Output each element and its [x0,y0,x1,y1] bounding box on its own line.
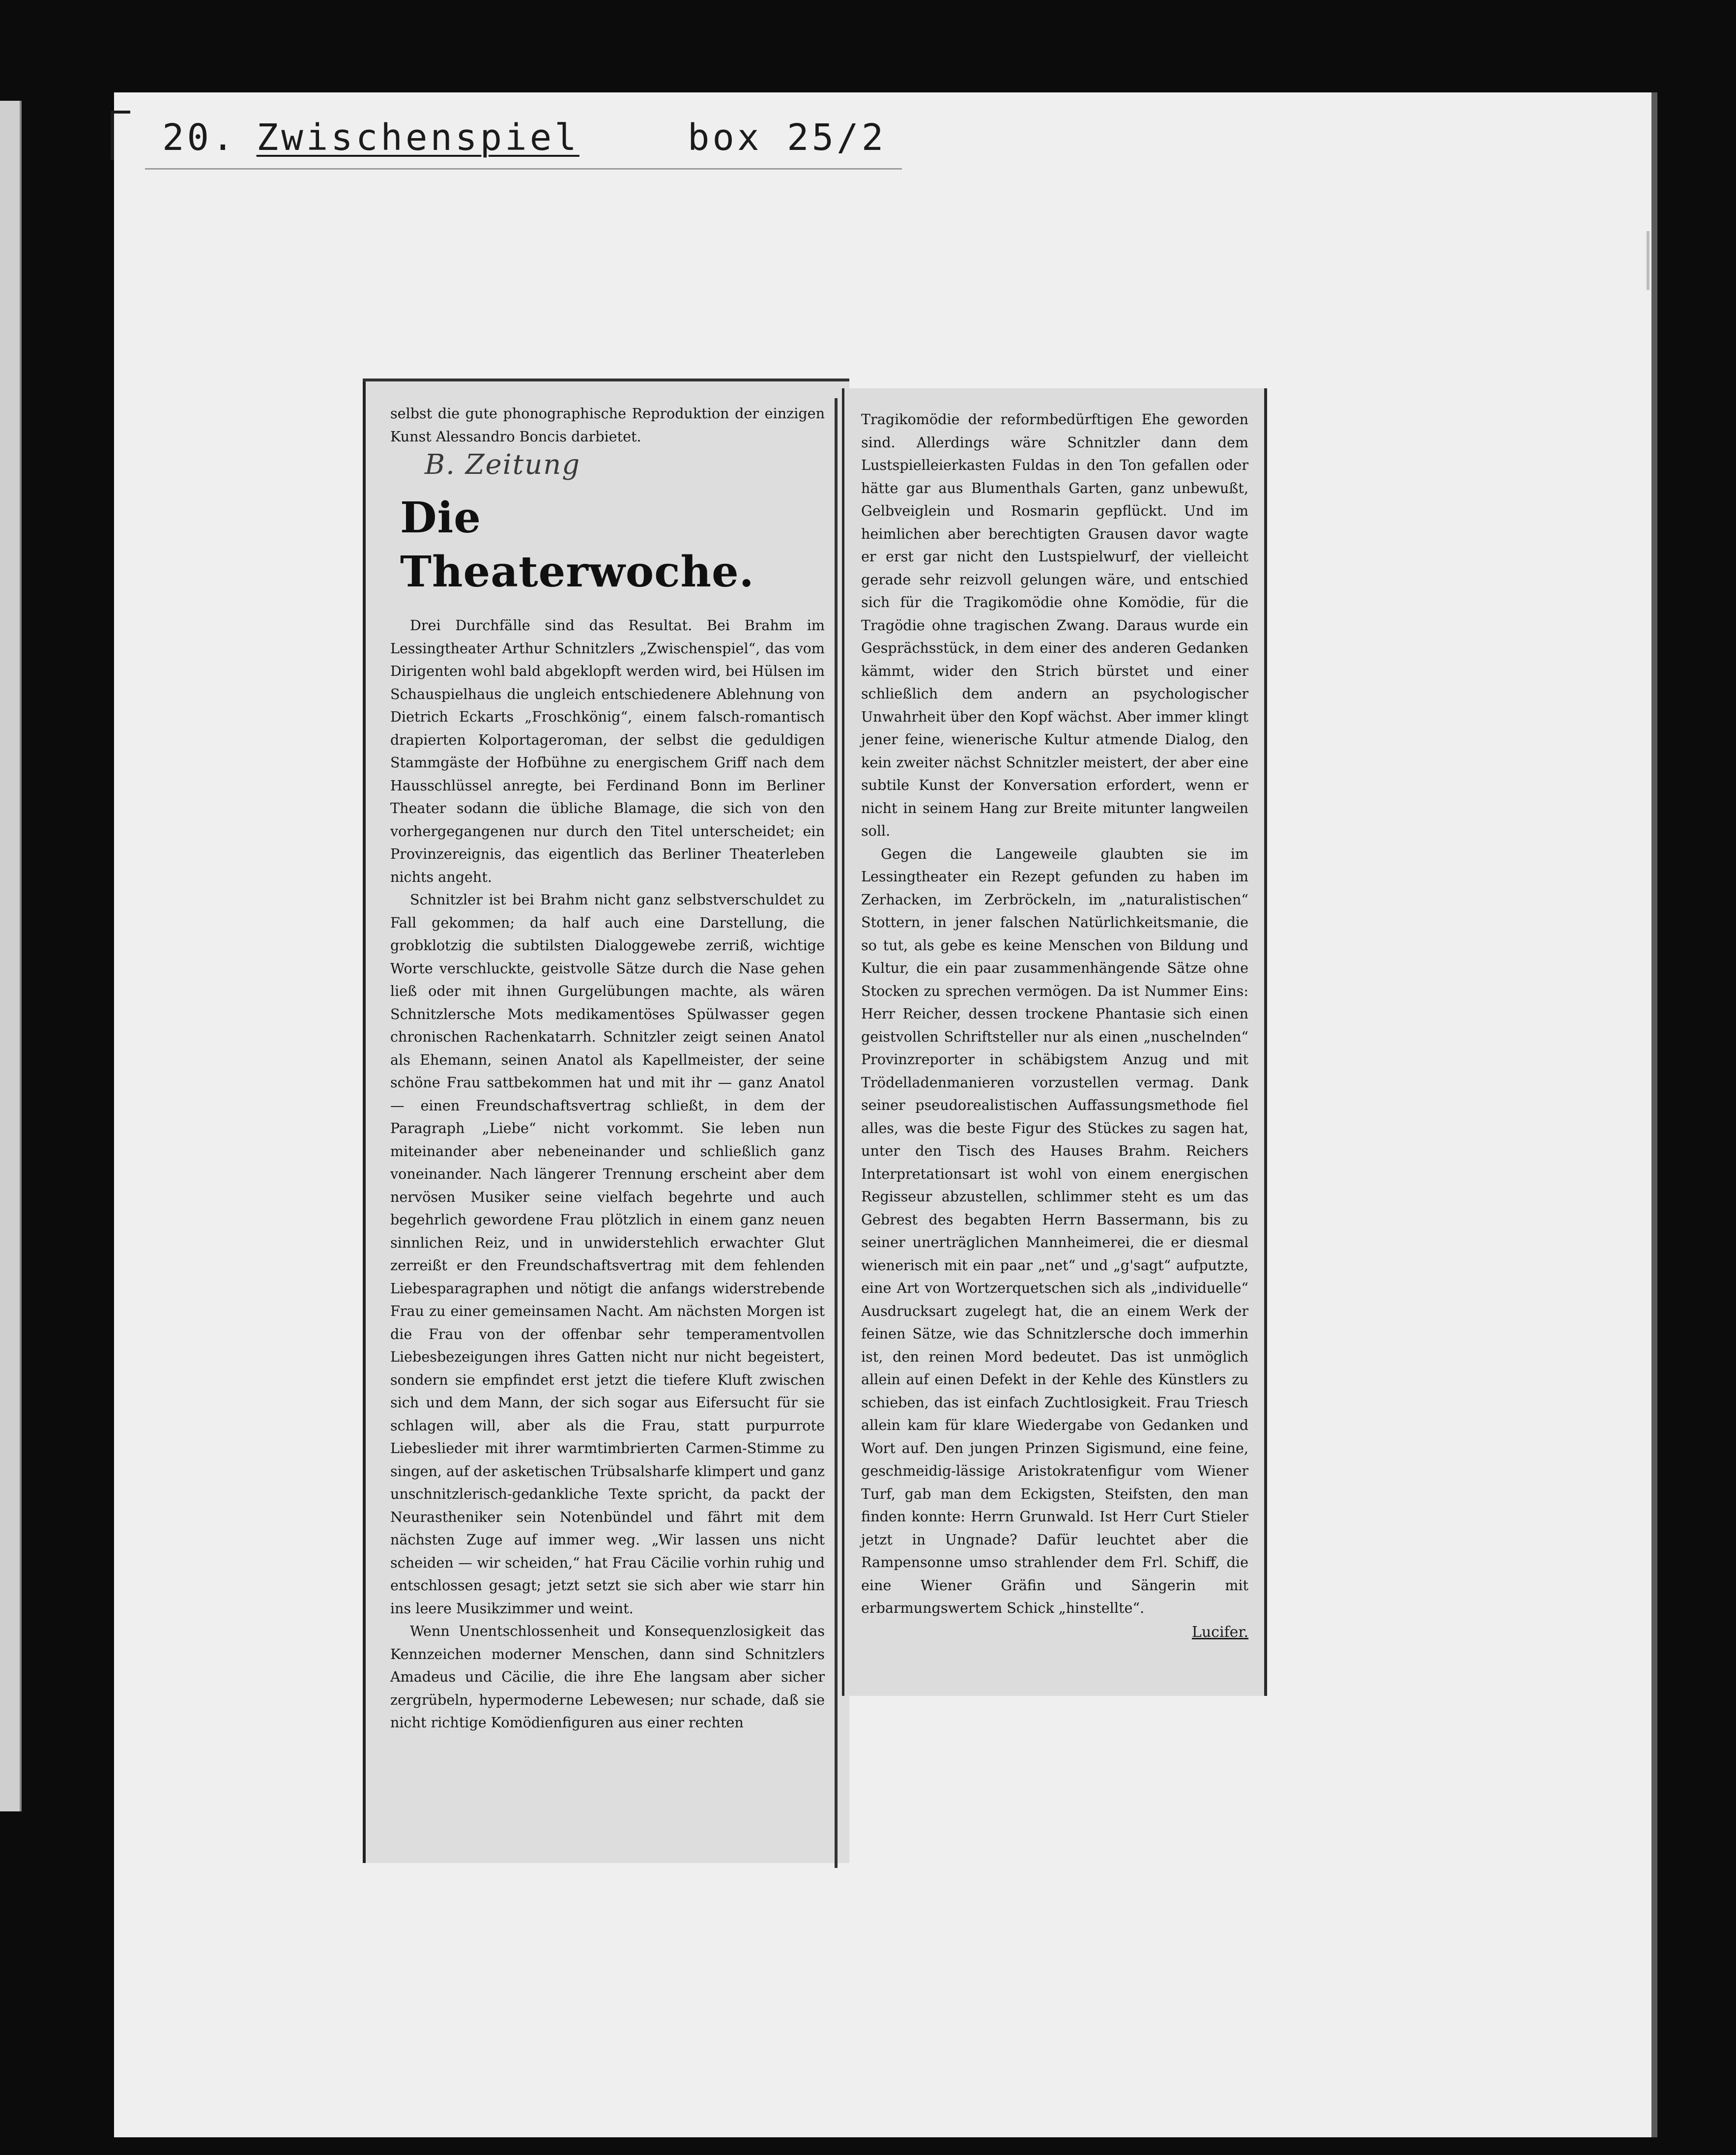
archive-header [162,111,973,165]
header-number: 20. [162,116,237,159]
clipping-column-left [363,379,849,1863]
newspaper-clipping [363,379,1267,1863]
paragraph-3: Wenn Unentschlossenheit und Konsequenzlosigkeit das Kennzeichen moderner Menschen, dann sind Schnitzlers Amadeus und Cäcilie, die ihre Ehe langsam aber sicher zergrübeln, hypermoderne Lebewesen; nur schade, daß sie nicht richtige Komödienfiguren aus einer rechten [390,1623,830,1731]
header-box: box 25/2 [687,116,887,159]
paragraph-1: Drei Durchfälle sind das Resultat. Bei Brahm im Lessingtheater Arthur Schnitzlers „Zwischenspiel“, das vom Dirigenten wohl bald abgeklopft werden wird, bei Hülsen im Schauspielhaus die ungleich entschiedenere Ablehnung von Dietrich Eckarts „Froschkönig“, einem falsch-romantisch drapierten Kolportageroman, der selbst die geduldigen Stammgäste der Hofbühne zu energischem Griff nach dem Hausschlüssel anregte, bei Ferdinand Bonn im Berliner Theater sodann die übliche Blamage, die sich von den vorhergegangenen nur durch den Titel unterscheidet; ein Provinzereignis, das eigentlich das Berliner Theaterleben nichts angeht. [390,617,830,885]
adjacent-sheet-edge [20,101,22,1811]
adjacent-sheet [0,101,20,1811]
corner-bracket-top [111,111,130,114]
author-signature: Lucifer. [1191,1623,1248,1641]
page-mark [1647,231,1649,290]
page-shadow [1651,92,1657,2137]
paragraph-5: Gegen die Langeweile glaubten sie im Lessingtheater ein Rezept gefunden zu haben im Zerhacken, im Zerbröckeln, im „naturalistischen“ Stottern, in jener falschen Natürlichkeitsmanie, die so tut, als gebe es keine Menschen von Bildung und Kultur, die ein paar zusammenhängende Sätze ohne Stocken zu sprechen vermögen. Da ist Nummer Eins: Herr Reicher, dessen trockene Phantasie sich einen geistvollen Schriftsteller nur als einen „nuschelnden“ Provinzreporter in schäbigstem Anzug und mit Trödelladenmanieren vorzustellen vermag. Dank seiner pseudorealistischen Auffassungsmethode fiel alles, was die beste Figur des Stückes zu sagen hat, unter den Tisch des Hauses Brahm. Reichers Interpretationsart ist wohl von einem energischen Regisseur abzustellen, schlimmer steht es um das Gebrest des begabten Herrn Bassermann, bis zu seiner unerträglichen Mannheimerei, die er diesmal wienerisch mit ein paar „net“ und „g'sagt“ aufputzte, eine Art von Wortzerquetschen sich als „individuelle“ Ausdrucksart zugelegt hat, die an einem Werk der feinen Sätze, wie das Schnitzlersche doch immerhin ist, den reinen Mord bedeutet. Das ist unmöglich allein auf einen Defekt in der Kehle des Künstlers zu schieben, das ist einfach Zuchtlosigkeit. Frau Triesch allein kam für klare Wiedergabe von Gedanken und Wort auf. Den jungen Prinzen Sigismund, eine feine, geschmeidig-lässige Aristokratenfigur vom Wiener Turf, gab man dem Eckigsten, Steifsten, den man finden konnte: Herrn Grunwald. Ist Herr Curt Stieler jetzt in Ungnade? Dafür leuchtet aber die Rampensonne umso strahlender dem Frl. Schiff, die eine Wiener Gräfin und Sängerin mit erbarmungswertem Schick „hinstellte“. [861,845,1253,1616]
header-rule [145,168,902,170]
paragraph-4: Tragikomödie der reformbedürftigen Ehe geworden sind. Allerdings wäre Schnitzler dann dem Lustspielleierkasten Fuldas in den Ton gefallen oder hätte gar aus Blumenthals Garten, ganz unbewußt, Gelbveiglein und Rosmarin gepflückt. Und im heimlichen aber berechtigten Grausen davor wagte er erst gar nicht den Lustspielwurf, der vielleicht gerade sehr reizvoll gelungen wäre, und entschied sich für die Tragikomödie ohne Komödie, für die Tragödie ohne tragischen Zwang. Daraus wurde ein Gesprächsstück, in dem einer des anderen Gedanken kämmt, wider den Strich bürstet und einer schließlich dem andern an psychologischer Unwahrheit über den Kopf wächst. Aber immer klingt jener feine, wienerische Kultur atmende Dialog, den kein zweiter nächst Schnitzler meistert, der aber eine subtile Kunst der Konversation erfordert, wenn er nicht in seinem Hang zur Breite mitunter langweilen soll. [861,411,1253,839]
intro-text: selbst die gute phonographische Reproduktion der einzigen Kunst Alessandro Boncis darbietet. [390,405,830,445]
column-divider [835,398,838,1868]
column-top-rule [363,379,849,381]
handwritten-note: B. Zeitung [425,449,581,481]
header-title: Zwischenspiel [256,116,579,159]
paragraph-2: Schnitzler ist bei Brahm nicht ganz selbstverschuldet zu Fall gekommen; da half auch eine Darstellung, die grobklotzig die subtilsten Dialoggewebe zerriß, wichtige Worte verschluckte, geistvolle Sätze durch die Nase gehen ließ oder mit ihnen Gurgelübungen machte, als wären Schnitzlersche Mots medikamentöses Spülwasser gegen chronischen Rachenkatarrh. Schnitzler zeigt seinen Anatol als Ehemann, seinen Anatol als Kapellmeister, der seine schöne Frau sattbekommen hat und mit ihr — ganz Anatol — einen Freundschaftsvertrag schließt, in dem der Paragraph „Liebe“ nicht vorkommt. Sie leben nun miteinander aber nebeneinander und schließlich ganz voneinander. Nach längerer Trennung erscheint aber dem nervösen Musiker seine vielfach begehrte und auch begehrlich gewordene Frau plötzlich in einem ganz neuen sinnlichen Reiz, und in unwiderstehlich erwachter Glut zerreißt er den Freundschaftsvertrag mit dem fehlenden Liebesparagraphen und nötigt die anfangs widerstrebende Frau zu einer gemeinsamen Nacht. Am nächsten Morgen ist die Frau von der offenbar sehr temperamentvollen Liebesbezeigungen ihres Gatten nicht nur nicht begeistert, sondern sie empfindet erst jetzt die tiefere Kluft zwischen sich und dem Mann, der sich sogar aus Eifersucht für sie schlagen will, aber als die Frau, statt purpurrote Liebeslieder mit ihrer warmtimbrierten Carmen-Stimme zu singen, auf der asketischen Trübsalsharfe klimpert und ganz unschnitzlerisch-gedankliche Texte spricht, da packt der Neurastheniker sein Notenbündel und fährt mit dem nächsten Zuge auf immer weg. „Wir lassen uns nicht scheiden — wir scheiden,“ hat Frau Cäcilie vorhin ruhig und entschlossen gesagt; jetzt setzt sie sich aber wie starr hin ins leere Musikzimmer und weint. [390,891,830,1617]
article-headline: Die Theaterwoche. [400,493,754,597]
clipping-column-right [842,388,1267,1696]
corner-bracket [111,111,114,160]
